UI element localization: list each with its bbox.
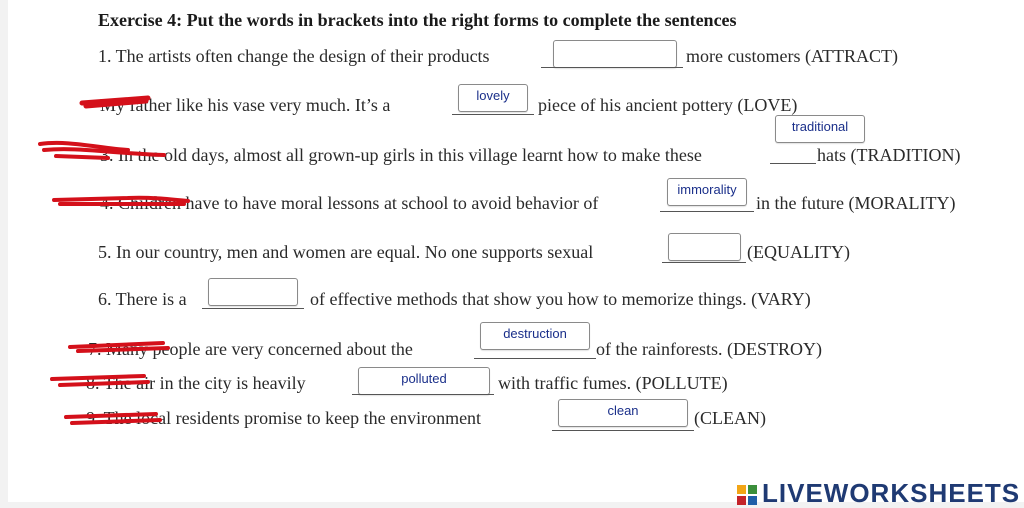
sentence-7-after: of the rainforests. (DESTROY) [596, 339, 822, 359]
sentence-9-before: 9. The local residents promise to keep the environment [86, 408, 482, 428]
liveworksheets-logo [736, 478, 1020, 508]
sentence-8-after: with traffic fumes. (POLLUTE) [498, 373, 728, 393]
liveworksheets-logo-icon [736, 484, 758, 506]
sentence-1-before: 1. The artists often change the design of their products [98, 46, 490, 66]
sentence-3-before: 3. In the old days, almost all grown-up girls in this village learnt how to make these [100, 145, 702, 165]
scribble-line-9 [66, 414, 160, 423]
scribble-line-7 [70, 343, 168, 351]
logo-text: LIVEWORKSHEETS [762, 478, 1021, 508]
sentence-4-before: 4. Children have to have moral lessons at school to avoid behavior of [100, 193, 599, 213]
sentence-8-before: 8. The air in the city is heavily [86, 373, 306, 393]
sentence-6-before: 6. There is a [98, 289, 187, 309]
sentence-4-after: in the future (MORALITY) [756, 193, 956, 213]
answer-input-9[interactable]: clean [558, 399, 688, 427]
answer-input-3[interactable]: traditional [775, 115, 865, 143]
sentence-5-after: (EQUALITY) [747, 242, 850, 262]
scribble-line-4 [54, 198, 188, 204]
answer-input-4[interactable]: immorality [667, 178, 747, 206]
sentence-1-after: more customers (ATTRACT) [686, 46, 898, 66]
sentence-5-before: 5. In our country, men and women are equal. No one supports sexual [98, 242, 594, 262]
worksheet-page [8, 0, 1024, 508]
sentence-6-after: of effective methods that show you how to memorize things. (VARY) [310, 289, 811, 309]
scribble-line-3 [40, 143, 164, 158]
sentence-2-before: My father like his vase very much. It’s a [100, 95, 391, 115]
red-scribble-marks [8, 0, 1024, 502]
sentence-2-after: piece of his ancient pottery (LOVE) [538, 95, 798, 115]
exercise-title: Exercise 4: Put the words in brackets into the right forms to complete the sentences [98, 10, 737, 30]
sentence-7-before: 7. Many people are very concerned about the [88, 339, 413, 359]
sentence-9-after: (CLEAN) [694, 408, 766, 428]
answer-input-8[interactable]: polluted [358, 367, 490, 395]
answer-input-2[interactable]: lovely [458, 84, 528, 112]
answer-input-7[interactable]: destruction [480, 322, 590, 350]
sentence-3-after: hats (TRADITION) [817, 145, 961, 165]
scribble-line-8 [52, 376, 148, 385]
scribble-line-2 [82, 98, 148, 106]
